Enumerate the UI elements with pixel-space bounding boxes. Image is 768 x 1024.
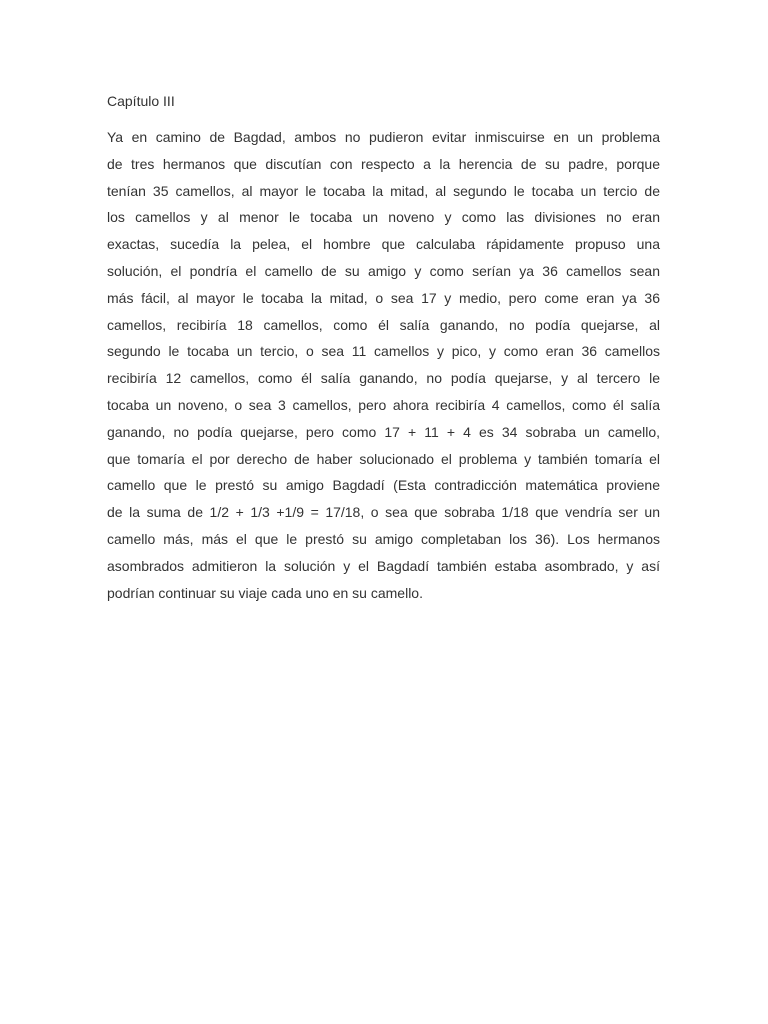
chapter-heading: Capítulo III [107, 93, 175, 109]
text-line: podrían continuar su viaje cada uno en su camello. [107, 584, 423, 601]
text-line: camello que le prestó su amigo Bagdadí (Esta contradicción matemática proviene [107, 477, 660, 494]
text-line: de tres hermanos que discutían con respecto a la herencia de su padre, porque [107, 155, 660, 172]
text-line: asombrados admitieron la solución y el Bagdadí también estaba asombrado, y así [107, 557, 660, 574]
text-line: que tomaría el por derecho de haber solucionado el problema y también tomaría el [107, 450, 660, 467]
text-line: exactas, sucedía la pelea, el hombre que calculaba rápidamente propuso una [107, 236, 660, 253]
text-line: recibiría 12 camellos, como él salía ganando, no podía quejarse, y al tercero le [107, 370, 660, 387]
text-line: segundo le tocaba un tercio, o sea 11 camellos y pico, y como eran 36 camellos [107, 343, 660, 360]
text-line: camellos, recibiría 18 camellos, como él salía ganando, no podía quejarse, al [107, 316, 660, 333]
text-line: Ya en camino de Bagdad, ambos no pudieron evitar inmiscuirse en un problema [107, 129, 660, 145]
text-line: tocaba un noveno, o sea 3 camellos, pero ahora recibiría 4 camellos, como él salía [107, 396, 660, 413]
text-line: ganando, no podía quejarse, pero como 17 + 11 + 4 es 34 sobraba un camello, [107, 423, 660, 440]
text-line: camello más, más el que le prestó su amigo completaban los 36). Los hermanos [107, 530, 660, 547]
text-line: solución, el pondría el camello de su amigo y como serían ya 36 camellos sean [107, 262, 660, 279]
chapter-body [107, 124, 660, 606]
text-line: tenían 35 camellos, al mayor le tocaba la mitad, al segundo le tocaba un tercio de [107, 182, 660, 199]
text-line: de la suma de 1/2 + 1/3 +1/9 = 17/18, o sea que sobraba 1/18 que vendría ser un [107, 504, 660, 521]
text-line: los camellos y al menor le tocaba un noveno y como las divisiones no eran [107, 209, 660, 226]
text-line: más fácil, al mayor le tocaba la mitad, o sea 17 y medio, pero come eran ya 36 [107, 289, 660, 306]
